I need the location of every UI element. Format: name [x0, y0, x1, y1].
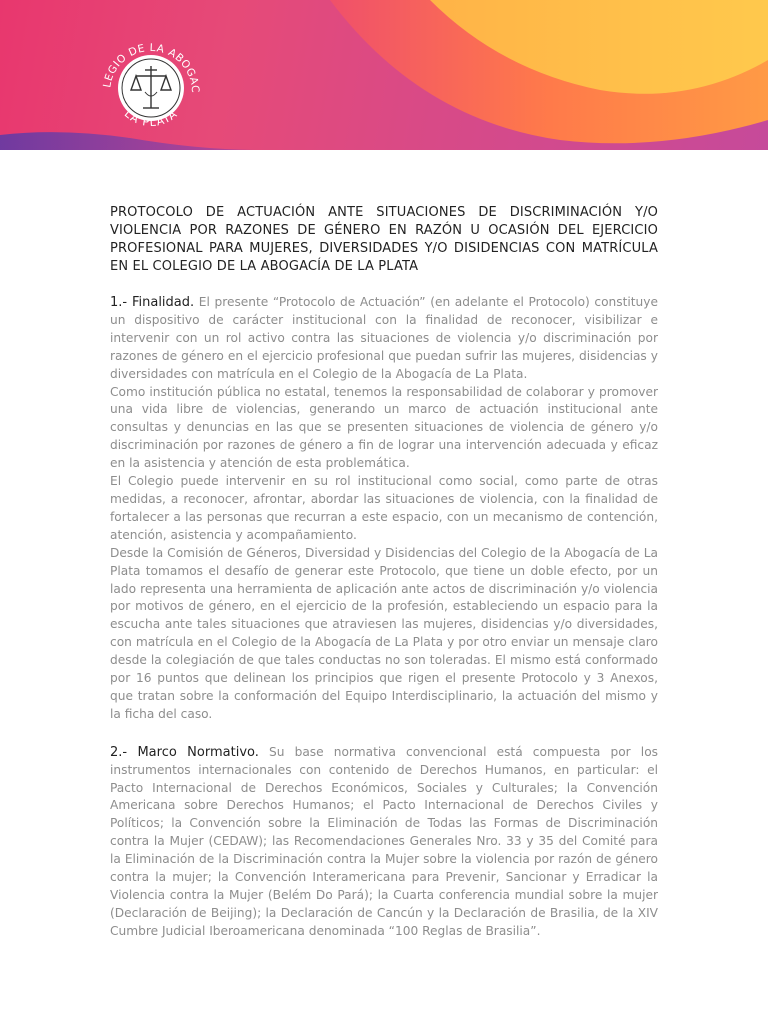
section-heading: 1.- Finalidad. [110, 295, 195, 310]
paragraph: Como institución pública no estatal, tenemos la responsabilidad de colaborar y promover una vida libre de violencias, generando un marco de actuación institucional ante consultas y denuncias en las que se presenten situaciones de violencia de género y/o discriminación por razones de género a fin de lograr una intervención adecuada y eficaz en la asistencia y atención de esta problemática. [110, 384, 658, 471]
paragraph: Desde la Comisión de Géneros, Diversidad y Disidencias del Colegio de la Abogacía de La Plata tomamos el desafío de generar este Protocolo, que tiene un doble efecto, por un lado representa una herramienta de aplicación ante actos de discriminación y/o violencia por motivos de género, en el ejercicio de la profesión, estableciendo un espacio para la escucha ante tales situaciones que atraviesen las mujeres, disidencias y/o diversidades, con matrícula en el Colegio de la Abogacía de La Plata y por otro enviar un mensaje claro desde la colegiación de que tales conductas no son toleradas. El mismo está conformado por 16 puntos que delinean los principios que rigen el presente Protocolo y 3 Anexos, que tratan sobre la conformación del Equipo Interdisciplinario, la actuación del mismo y la ficha del caso. [110, 545, 658, 721]
paragraph: 2.- Marco Normativo. Su base normativa convencional está compuesta por los instrumentos internacionales con contenido de Derechos Humanos, en particular: el Pacto Internacional de Derechos Económicos, Sociales y Culturales; la Convención Americana sobre Derechos Humanos; el Pacto Internacional de Derechos Civiles y Políticos; la Convención sobre la Eliminación de Todas las Formas de Discriminación contra la Mujer (CEDAW); las Recomendaciones Generales Nro. 33 y 35 del Comité para la Eliminación de la Discriminación contra la Mujer sobre la violencia por razón de género contra la mujer; la Convención Interamericana para Prevenir, Sancionar y Erradicar la Violencia contra la Mujer (Belém Do Pará); la Cuarta conferencia mundial sobre la mujer (Declaración de Beijing); la Declaración de Cancún y la Declaración de Brasilia, de la XIV Cumbre Judicial Iberoamericana denominada “100 Reglas de Brasilia”. [110, 744, 659, 938]
svg-text:COLEGIO DE LA ABOGACIA: LEGIO DE LA ABOGAC [101, 41, 202, 94]
section-finalidad [110, 294, 658, 724]
svg-text:LA PLATA: LA PLATA [121, 107, 181, 130]
section-marco-normativo [110, 744, 658, 941]
document-body [110, 204, 658, 941]
page-header-banner [0, 0, 768, 150]
paragraph: El Colegio puede intervenir en su rol institucional como social, como parte de otras medidas, a reconocer, afrontar, abordar las situaciones de violencia, con la finalidad de fortalecer a las personas que recurran a este espacio, con un mecanismo de contención, atención, asistencia y acompañamiento. [110, 474, 658, 542]
section-heading: 2.- Marco Normativo. [110, 744, 259, 760]
colegio-abogacia-logo [96, 30, 206, 140]
document-title: PROTOCOLO DE ACTUACIÓN ANTE SITUACIONES DE DISCRIMINACIÓN Y/O VIOLENCIA POR RAZONES DE GÉNERO EN RAZÓN U OCASIÓN DEL EJERCICIO PROFESIONAL PARA MUJERES, DIVERSIDADES Y/O DISIDENCIAS CON MATRÍCULA EN EL COLEGIO DE LA ABOGACÍA DE LA PLATA [110, 205, 658, 274]
paragraph: 1.- Finalidad. El presente “Protocolo de Actuación” (en adelante el Protocolo) constituye un dispositivo de carácter institucional con la finalidad de reconocer, visibilizar e intervenir con un rol activo contra las situaciones de violencia y/o discriminación por razones de género en el ejercicio profesional que puedan sufrir las mujeres, disidencias y diversidades con matrícula en el Colegio de la Abogacía de La Plata. [110, 295, 658, 381]
